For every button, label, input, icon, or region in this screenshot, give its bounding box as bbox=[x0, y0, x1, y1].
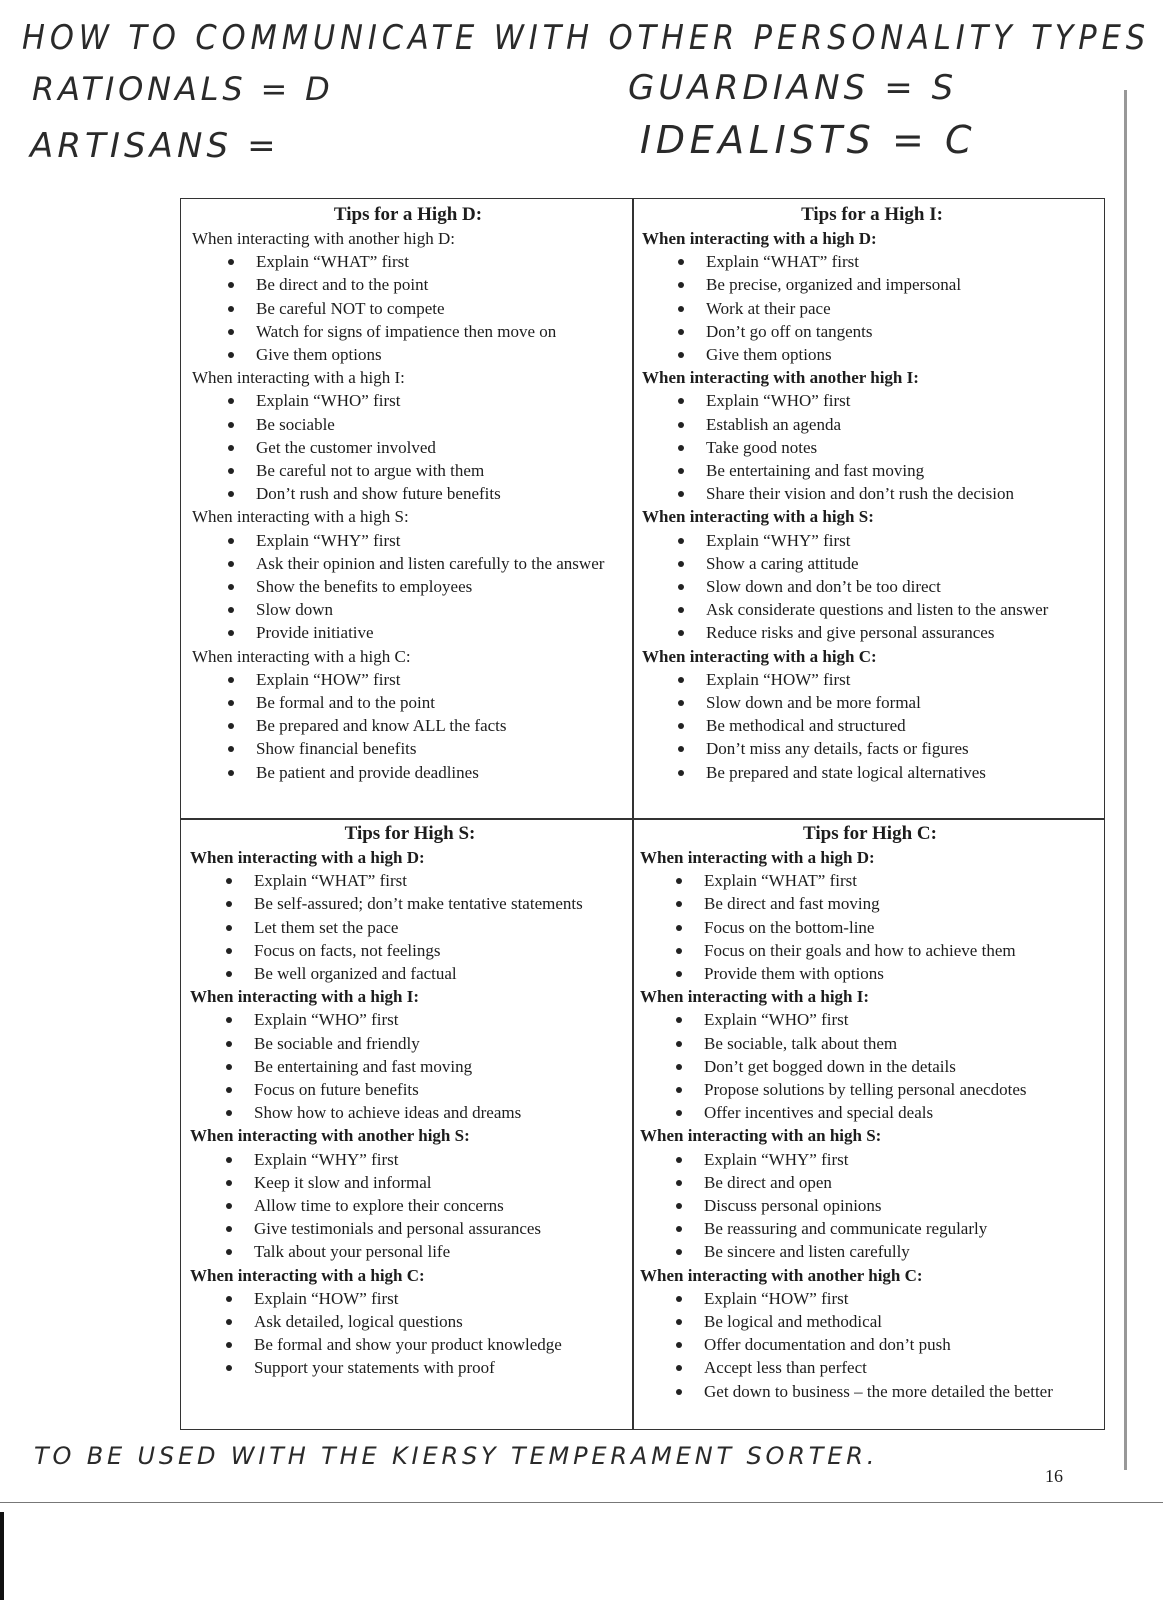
quadrant-high-i bbox=[642, 203, 1102, 784]
tip-item: Show financial benefits bbox=[192, 737, 624, 760]
tip-item: Provide initiative bbox=[192, 621, 624, 644]
page-bottom-rule bbox=[0, 1502, 1163, 1503]
tip-item: Be direct and open bbox=[640, 1171, 1100, 1194]
group-heading: When interacting with a high I: bbox=[640, 987, 870, 1007]
tip-item: Slow down and don’t be too direct bbox=[642, 575, 1102, 598]
tip-item: Be sociable and friendly bbox=[190, 1032, 630, 1055]
tip-item: Explain “WHO” first bbox=[192, 389, 624, 412]
tip-item: Show how to achieve ideas and dreams bbox=[190, 1101, 630, 1124]
tips-list bbox=[190, 1148, 630, 1264]
tip-item: Explain “WHO” first bbox=[190, 1008, 630, 1031]
group-heading: When interacting with another high S: bbox=[190, 1126, 470, 1146]
handwritten-title: HOW TO COMMUNICATE WITH OTHER PERSONALITY TYPES bbox=[22, 18, 1150, 58]
tip-item: Be entertaining and fast moving bbox=[642, 459, 1102, 482]
tip-item: Ask considerate questions and listen to the answer bbox=[642, 598, 1102, 621]
tip-item: Work at their pace bbox=[642, 297, 1102, 320]
tips-list bbox=[190, 1287, 630, 1380]
tip-item: Be sincere and listen carefully bbox=[640, 1240, 1100, 1263]
tip-item: Explain “WHY” first bbox=[192, 529, 624, 552]
tip-item: Be well organized and factual bbox=[190, 962, 630, 985]
tip-item: Get the customer involved bbox=[192, 436, 624, 459]
tip-item: Be sociable, talk about them bbox=[640, 1032, 1100, 1055]
tip-item: Allow time to explore their concerns bbox=[190, 1194, 630, 1217]
tip-item: Slow down and be more formal bbox=[642, 691, 1102, 714]
group-heading: When interacting with a high S: bbox=[192, 507, 409, 527]
tips-list bbox=[642, 389, 1102, 505]
tip-item: Be precise, organized and impersonal bbox=[642, 273, 1102, 296]
tip-item: Be careful NOT to compete bbox=[192, 297, 624, 320]
tip-item: Be patient and provide deadlines bbox=[192, 761, 624, 784]
quadrant-title: Tips for High S: bbox=[344, 823, 476, 844]
tips-list bbox=[192, 250, 624, 366]
tip-item: Keep it slow and informal bbox=[190, 1171, 630, 1194]
tips-list bbox=[192, 668, 624, 784]
tips-list bbox=[640, 1008, 1100, 1124]
tip-item: Focus on the bottom-line bbox=[640, 916, 1100, 939]
tip-item: Offer documentation and don’t push bbox=[640, 1333, 1100, 1356]
tip-item: Give them options bbox=[192, 343, 624, 366]
tip-item: Be formal and to the point bbox=[192, 691, 624, 714]
group-heading: When interacting with a high C: bbox=[642, 646, 877, 666]
tip-item: Be reassuring and communicate regularly bbox=[640, 1217, 1100, 1240]
tip-item: Explain “WHO” first bbox=[642, 389, 1102, 412]
tips-list bbox=[642, 529, 1102, 645]
tip-item: Explain “WHY” first bbox=[190, 1148, 630, 1171]
page-number: 16 bbox=[1045, 1466, 1063, 1486]
tips-list bbox=[640, 1148, 1100, 1264]
tip-item: Explain “WHAT” first bbox=[640, 869, 1100, 892]
group-heading: When interacting with a high D: bbox=[640, 848, 875, 867]
tips-list bbox=[190, 869, 630, 985]
group-heading: When interacting with a high D: bbox=[190, 848, 425, 867]
tip-item: Explain “HOW” first bbox=[192, 668, 624, 691]
tip-item: Show the benefits to employees bbox=[192, 575, 624, 598]
tips-list bbox=[192, 389, 624, 505]
tip-item: Be direct and fast moving bbox=[640, 892, 1100, 915]
tip-item: Explain “HOW” first bbox=[190, 1287, 630, 1310]
tip-item: Be prepared and state logical alternatives bbox=[642, 761, 1102, 784]
tip-item: Be logical and methodical bbox=[640, 1310, 1100, 1333]
tip-item: Be prepared and know ALL the facts bbox=[192, 714, 624, 737]
table-vertical-divider bbox=[632, 198, 634, 1430]
tip-item: Explain “WHY” first bbox=[642, 529, 1102, 552]
tips-list bbox=[640, 869, 1100, 985]
tip-item: Show a caring attitude bbox=[642, 552, 1102, 575]
tip-item: Explain “WHAT” first bbox=[192, 250, 624, 273]
handwritten-idealists: IDEALISTS = C bbox=[640, 118, 977, 162]
group-heading: When interacting with another high C: bbox=[640, 1265, 923, 1285]
tip-item: Take good notes bbox=[642, 436, 1102, 459]
scan-edge-mark bbox=[0, 1512, 4, 1600]
group-heading: When interacting with another high I: bbox=[642, 368, 919, 388]
tip-item: Talk about your personal life bbox=[190, 1240, 630, 1263]
quadrant-title: Tips for High C: bbox=[803, 823, 937, 844]
group-heading: When interacting with a high I: bbox=[192, 368, 405, 388]
tips-list bbox=[642, 250, 1102, 366]
quadrant-title: Tips for a High I: bbox=[801, 204, 943, 225]
tip-item: Be entertaining and fast moving bbox=[190, 1055, 630, 1078]
tip-item: Explain “WHY” first bbox=[640, 1148, 1100, 1171]
tip-item: Be formal and show your product knowledge bbox=[190, 1333, 630, 1356]
tip-item: Accept less than perfect bbox=[640, 1356, 1100, 1379]
tip-item: Ask their opinion and listen carefully to the answer bbox=[192, 552, 624, 575]
tip-item: Share their vision and don’t rush the decision bbox=[642, 482, 1102, 505]
tip-item: Support your statements with proof bbox=[190, 1356, 630, 1379]
group-heading: When interacting with a high I: bbox=[190, 987, 420, 1007]
tip-item: Establish an agenda bbox=[642, 413, 1102, 436]
tip-item: Focus on future benefits bbox=[190, 1078, 630, 1101]
tip-item: Watch for signs of impatience then move on bbox=[192, 320, 624, 343]
tips-list bbox=[640, 1287, 1100, 1403]
tips-list bbox=[642, 668, 1102, 784]
group-heading: When interacting with a high S: bbox=[642, 507, 874, 527]
handwritten-rationals: RATIONALS = D bbox=[32, 70, 334, 108]
group-heading: When interacting with an high S: bbox=[640, 1126, 882, 1146]
handwritten-footer-note: TO BE USED WITH THE KIERSY TEMPERAMENT SORTER. bbox=[34, 1442, 879, 1470]
tip-item: Don’t miss any details, facts or figures bbox=[642, 737, 1102, 760]
tip-item: Be self-assured; don’t make tentative statements bbox=[190, 892, 630, 915]
quadrant-high-d bbox=[192, 203, 624, 784]
tip-item: Give them options bbox=[642, 343, 1102, 366]
scan-edge-shadow bbox=[1124, 90, 1127, 1470]
tip-item: Be careful not to argue with them bbox=[192, 459, 624, 482]
tips-list bbox=[192, 529, 624, 645]
tip-item: Offer incentives and special deals bbox=[640, 1101, 1100, 1124]
quadrant-high-s bbox=[190, 822, 630, 1380]
quadrant-high-c bbox=[640, 822, 1100, 1403]
tip-item: Get down to business – the more detailed the better bbox=[640, 1380, 1100, 1403]
tip-item: Let them set the pace bbox=[190, 916, 630, 939]
quadrant-title: Tips for a High D: bbox=[333, 204, 483, 225]
tip-item: Reduce risks and give personal assurances bbox=[642, 621, 1102, 644]
handwritten-artisans: ARTISANS = bbox=[30, 126, 280, 166]
tip-item: Focus on facts, not feelings bbox=[190, 939, 630, 962]
tip-item: Don’t go off on tangents bbox=[642, 320, 1102, 343]
group-heading: When interacting with another high D: bbox=[192, 229, 455, 248]
tips-list bbox=[190, 1008, 630, 1124]
tip-item: Be methodical and structured bbox=[642, 714, 1102, 737]
handwritten-guardians: GUARDIANS = S bbox=[628, 68, 958, 108]
tip-item: Focus on their goals and how to achieve them bbox=[640, 939, 1100, 962]
tip-item: Give testimonials and personal assurances bbox=[190, 1217, 630, 1240]
tip-item: Don’t rush and show future benefits bbox=[192, 482, 624, 505]
tip-item: Be sociable bbox=[192, 413, 624, 436]
tip-item: Propose solutions by telling personal anecdotes bbox=[640, 1078, 1100, 1101]
group-heading: When interacting with a high D: bbox=[642, 229, 877, 248]
tip-item: Don’t get bogged down in the details bbox=[640, 1055, 1100, 1078]
tip-item: Explain “WHAT” first bbox=[190, 869, 630, 892]
tip-item: Slow down bbox=[192, 598, 624, 621]
tip-item: Discuss personal opinions bbox=[640, 1194, 1100, 1217]
tip-item: Be direct and to the point bbox=[192, 273, 624, 296]
group-heading: When interacting with a high C: bbox=[190, 1265, 425, 1285]
tip-item: Explain “HOW” first bbox=[640, 1287, 1100, 1310]
group-heading: When interacting with a high C: bbox=[192, 646, 411, 666]
table-horizontal-divider bbox=[180, 818, 1105, 820]
tip-item: Explain “WHAT” first bbox=[642, 250, 1102, 273]
tip-item: Explain “HOW” first bbox=[642, 668, 1102, 691]
tip-item: Explain “WHO” first bbox=[640, 1008, 1100, 1031]
tip-item: Ask detailed, logical questions bbox=[190, 1310, 630, 1333]
tip-item: Provide them with options bbox=[640, 962, 1100, 985]
